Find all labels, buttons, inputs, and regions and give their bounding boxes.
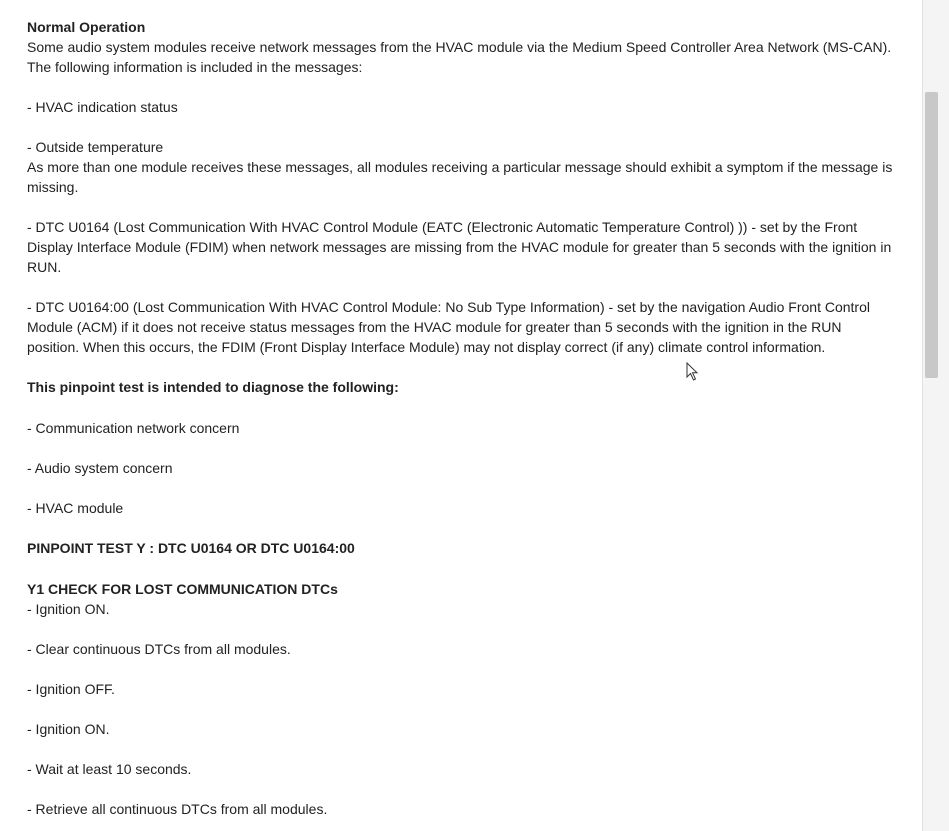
dtc-u0164-line: - DTC U0164 (Lost Communication With HVAC Control Module (EATC (Electronic Automatic Temperature Control) )) - set by the Front: [27, 219, 858, 235]
dtc-u0164-00-line: Module (ACM) if it does not receive status messages from the HVAC module for greater than 5 seconds with the ignition in the RUN: [27, 319, 842, 335]
step-item: - Ignition ON.: [27, 601, 110, 617]
step-item: - Clear continuous DTCs from all modules.: [27, 641, 291, 657]
diagnose-item: - Communication network concern: [27, 420, 240, 436]
pinpoint-test-title: PINPOINT TEST Y : DTC U0164 OR DTC U0164:00: [27, 540, 355, 556]
mouse-pointer-icon: [686, 362, 700, 382]
vertical-scrollbar[interactable]: [922, 0, 949, 831]
scrollbar-thumb[interactable]: [925, 92, 938, 378]
intro-line: The following information is included in the messages:: [27, 59, 363, 75]
dtc-u0164-line: RUN.: [27, 259, 62, 275]
step-item: - Ignition ON.: [27, 721, 110, 737]
symptom-line: As more than one module receives these messages, all modules receiving a particular message should exhibit a symptom if the message is: [27, 159, 893, 175]
document-body: [27, 17, 907, 819]
dtc-u0164-00-line: position. When this occurs, the FDIM (Front Display Interface Module) may not display correct (if any) climate control information.: [27, 339, 826, 355]
dtc-u0164-00-line: - DTC U0164:00 (Lost Communication With HVAC Control Module: No Sub Type Information) - set by the navigation Audio Front Control: [27, 299, 870, 315]
step-item: - Ignition OFF.: [27, 681, 115, 697]
dtc-u0164-line: Display Interface Module (FDIM) when network messages are missing from the HVAC module for greater than 5 seconds with the ignition in: [27, 239, 892, 255]
intro-line: Some audio system modules receive network messages from the HVAC module via the Medium Speed Controller Area Network (MS-CAN).: [27, 39, 892, 55]
message-item-outside-temp: - Outside temperature: [27, 139, 164, 155]
step-item: - Retrieve all continuous DTCs from all modules.: [27, 801, 328, 817]
diagnose-item: - Audio system concern: [27, 460, 173, 476]
pinpoint-intro-heading: This pinpoint test is intended to diagnose the following:: [27, 379, 399, 395]
section-heading-normal-operation: Normal Operation: [27, 19, 146, 35]
message-item-hvac-status: - HVAC indication status: [27, 99, 178, 115]
step-item: - Wait at least 10 seconds.: [27, 761, 192, 777]
y1-step-title: Y1 CHECK FOR LOST COMMUNICATION DTCs: [27, 581, 338, 597]
diagnose-item: - HVAC module: [27, 500, 124, 516]
symptom-line: missing.: [27, 179, 79, 195]
